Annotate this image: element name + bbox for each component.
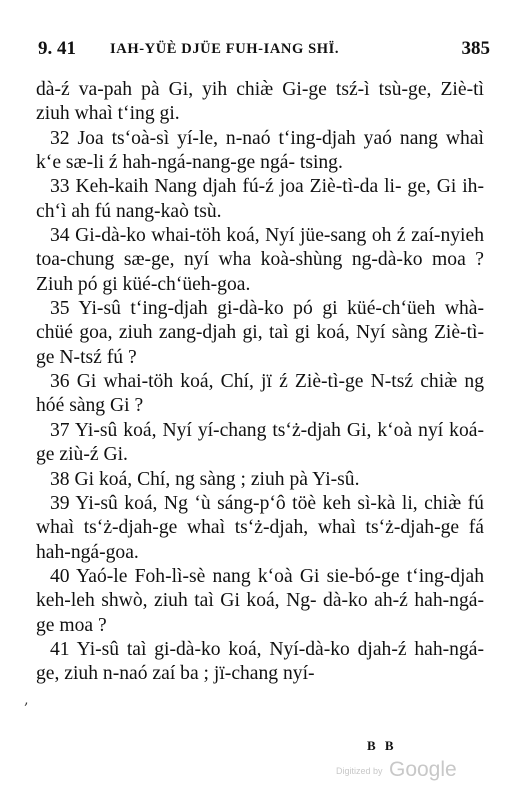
text-line: Ziè-tì ziuh whaì t‘ing gi.: [36, 79, 484, 125]
text-line: 39 Yi-sû koá, Ng ‘ù sáng-p‘ô töè keh sì-kà: [50, 492, 396, 514]
text-line: 33 Keh-kaih Nang djah fú-ź joa Ziè-tì-da li-: [50, 176, 402, 198]
paragraph-verse-41: [36, 638, 484, 687]
signature-mark: B B: [367, 738, 397, 753]
body-text: [36, 78, 484, 687]
text-line: chiæ̀ ng hóé sàng Gi ?: [36, 371, 484, 417]
paragraph-verse-39: [36, 492, 484, 565]
paragraph-verse-31-end: [36, 78, 484, 127]
running-title: IAH-YÜÈ DJÜE FUH-IANG SHÏ.: [110, 41, 340, 57]
google-logo: Google: [388, 758, 457, 781]
page-header: [38, 38, 490, 68]
text-line: dà-ko ah-ź hah-ngá-ge moa ?: [36, 590, 484, 636]
page-number: 385: [461, 38, 490, 59]
paragraph-verse-38: [36, 468, 484, 492]
text-line: 34 Gi-dà-ko whai-töh koá, Nyí jüe-sang oh ź: [50, 225, 406, 247]
paragraph-verse-34: [36, 224, 484, 297]
text-line: zaí-nyieh toa-chung sæ-ge, nyí wha koà-shùng: [36, 225, 484, 271]
paragraph-verse-32: [36, 127, 484, 176]
text-line: 36 Gi whai-töh koá, Chí, jï ź Ziè-tì-ge N-tsź: [50, 371, 414, 393]
text-line: nang whaì k‘e sæ-li ź hah-ngá-nang-ge ngá-: [36, 127, 484, 174]
text-line: 35 Yi-sû t‘ing-djah gi-dà-ko pó gi küé-ch‘üeh: [50, 298, 436, 320]
text-line: 38 Gi koá, Chí, ng sàng ; ziuh pà Yi-sû.: [50, 468, 360, 490]
paragraph-verse-36: [36, 370, 484, 419]
text-line: whaì ts‘ż-djah-ge fá hah-ngá-goa.: [36, 517, 484, 563]
text-line: nyí koá-ge ziù-ź Gi.: [36, 419, 484, 466]
text-line: 40 Yaó-le Foh-lì-sè nang k‘oà Gi sie-bó-ge: [50, 565, 400, 587]
text-line: ng-dà-ko moa ? Ziuh pó gi küé-ch‘üeh-goa.: [36, 249, 484, 295]
paragraph-verse-40: [36, 565, 484, 638]
text-line: li, chiæ̀ fú whaì ts‘ż-djah-ge whaì ts‘ż-djah,: [36, 492, 484, 539]
text-line: 37 Yi-sû koá, Nyí yí-chang ts‘ż-djah Gi, k‘oà: [50, 419, 413, 441]
text-line: 41 Yi-sû taì gi-dà-ko koá, Nyí-dà-ko djah-ź: [50, 638, 407, 660]
stray-print-mark: ‚: [24, 692, 29, 708]
text-line: t‘ing-djah keh-leh shwò, ziuh taì Gi koá, Ng-: [36, 565, 484, 612]
paragraph-verse-33: [36, 175, 484, 224]
paragraph-verse-37: [36, 419, 484, 468]
watermark-prefix: Digitized by: [336, 766, 383, 776]
text-line: ge, Gi ih-ch‘ì ah fú nang-kaò tsù.: [36, 176, 484, 222]
paragraph-verse-35: [36, 297, 484, 370]
text-line: Nyí sàng Ziè-tì-ge N-tsź fú ?: [36, 322, 484, 368]
text-line: whà-chüé goa, ziuh zang-djah gi, taì gi koá,: [36, 298, 484, 344]
text-line: dà-ź va-pah pà Gi, yih chiæ̀ Gi-ge tsź-ì tsù-ge,: [36, 79, 432, 100]
text-line: 32 Joa ts‘oà-sì yí-le, n-naó t‘ing-djah yaó: [50, 127, 392, 149]
text-line: tsing.: [299, 152, 343, 174]
chapter-verse-ref: 9. 41: [38, 38, 76, 59]
text-line: hah-ngá-ge, ziuh n-naó zaí ba ; jï-chang nyí-: [36, 638, 484, 685]
digitizer-watermark: [336, 758, 457, 782]
